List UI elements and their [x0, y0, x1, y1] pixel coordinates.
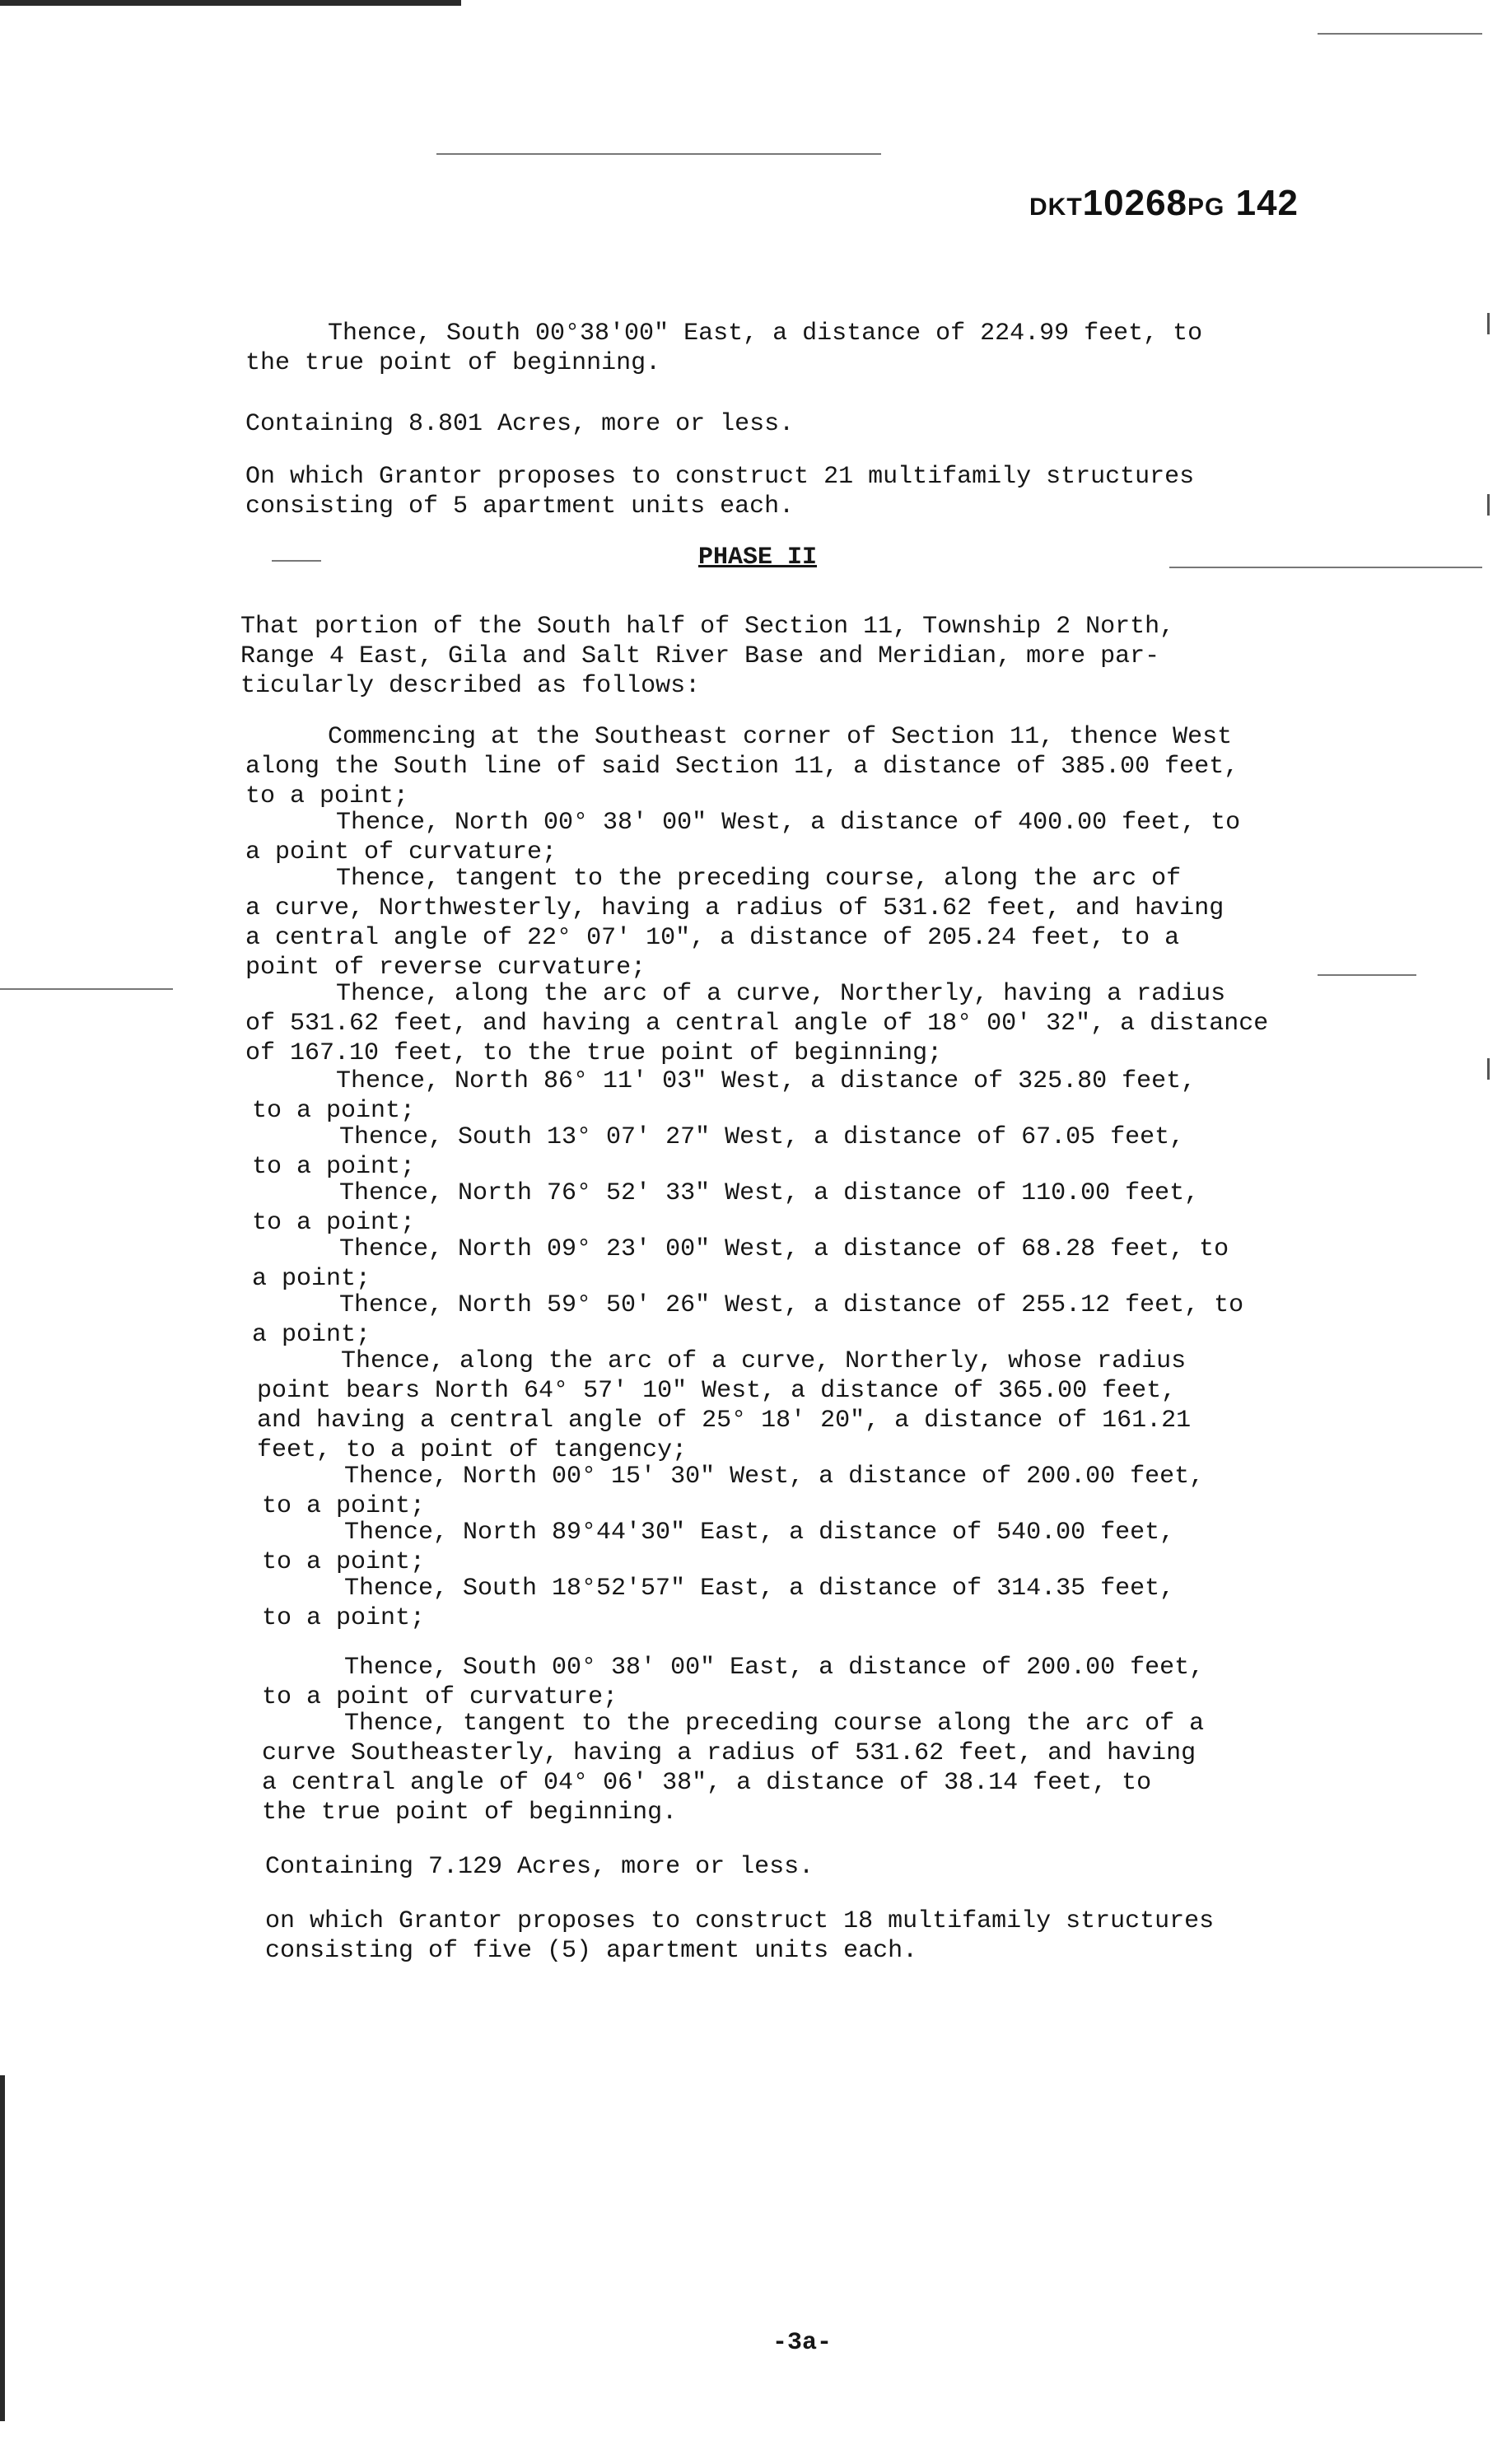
- text-line: On which Grantor proposes to construct 21 multifamily structures: [245, 463, 1195, 491]
- scan-dash: [272, 560, 321, 562]
- text-line: Thence, North 89°44'30" East, a distance of 540.00 feet,: [344, 1519, 1175, 1547]
- text-line: consisting of five (5) apartment units each.: [265, 1937, 918, 1965]
- text-line: Containing 8.801 Acres, more or less.: [245, 410, 795, 438]
- text-line: Thence, North 59° 50' 26" West, a distance of 255.12 feet, to: [339, 1291, 1244, 1319]
- docket-prefix: DKT: [1029, 194, 1083, 221]
- text-line: point bears North 64° 57' 10" West, a distance of 365.00 feet,: [257, 1377, 1177, 1405]
- text-line: Thence, North 00° 38' 00" West, a distance of 400.00 feet, to: [336, 809, 1241, 837]
- text-line: to a point;: [252, 1097, 416, 1125]
- text-line: Thence, South 00° 38' 00" East, a distance of 200.00 feet,: [344, 1654, 1205, 1682]
- scan-left-edge-mark: [0, 2075, 5, 2421]
- scan-tick: [1487, 494, 1490, 516]
- text-line: Thence, tangent to the preceding course, along the arc of: [336, 865, 1182, 893]
- docket-page-reference: [1029, 183, 1299, 224]
- text-line: consisting of 5 apartment units each.: [245, 492, 795, 520]
- text-line: and having a central angle of 25° 18' 20", a distance of 161.21: [257, 1407, 1192, 1435]
- text-line: the true point of beginning.: [245, 349, 661, 377]
- text-line: to a point;: [245, 782, 409, 810]
- text-line: That portion of the South half of Section 11, Township 2 North,: [240, 613, 1175, 641]
- text-line: a point of curvature;: [245, 838, 557, 866]
- text-line: Containing 7.129 Acres, more or less.: [265, 1853, 814, 1881]
- text-line: the true point of beginning.: [262, 1799, 678, 1827]
- scan-dash: [0, 988, 173, 990]
- text-line: of 531.62 feet, and having a central angle of 18° 00' 32", a distance: [245, 1010, 1269, 1038]
- text-line: a point;: [252, 1321, 371, 1349]
- text-line: Thence, South 00°38'00" East, a distance of 224.99 feet, to: [328, 320, 1203, 348]
- text-line: point of reverse curvature;: [245, 954, 646, 982]
- text-line: Commencing at the Southeast corner of Section 11, thence West: [328, 723, 1233, 751]
- text-line: Thence, South 18°52'57" East, a distance of 314.35 feet,: [344, 1575, 1175, 1603]
- phase-heading: PHASE II: [698, 544, 818, 572]
- docket-page: 142: [1235, 183, 1299, 223]
- text-line: Thence, North 86° 11' 03" West, a distance of 325.80 feet,: [336, 1067, 1196, 1095]
- text-line: on which Grantor proposes to construct 18 multifamily structures: [265, 1907, 1215, 1935]
- text-line: a point;: [252, 1265, 371, 1293]
- scan-top-border: [0, 0, 461, 6]
- text-line: curve Southeasterly, having a radius of 531.62 feet, and having: [262, 1739, 1196, 1767]
- text-line: a central angle of 22° 07' 10", a distance of 205.24 feet, to a: [245, 924, 1180, 952]
- text-line: of 167.10 feet, to the true point of beginning;: [245, 1039, 943, 1067]
- text-line: Thence, South 13° 07' 27" West, a distance of 67.05 feet,: [339, 1123, 1185, 1151]
- text-line: along the South line of said Section 11, a distance of 385.00 feet,: [245, 753, 1239, 781]
- text-line: to a point;: [252, 1209, 416, 1237]
- text-line: to a point;: [262, 1492, 426, 1520]
- text-line: to a point;: [262, 1604, 426, 1632]
- text-line: Thence, North 76° 52' 33" West, a distance of 110.00 feet,: [339, 1179, 1200, 1207]
- text-line: to a point;: [262, 1548, 426, 1576]
- text-line: feet, to a point of tangency;: [257, 1436, 688, 1464]
- page-label: PG: [1187, 194, 1225, 221]
- text-line: a curve, Northwesterly, having a radius of 531.62 feet, and having: [245, 894, 1224, 922]
- docket-number: 10268: [1082, 183, 1188, 223]
- text-line: to a point;: [252, 1153, 416, 1181]
- text-line: Range 4 East, Gila and Salt River Base and Meridian, more par-: [240, 642, 1160, 670]
- scan-dash: [1318, 33, 1482, 35]
- scan-tick: [1487, 1058, 1490, 1080]
- scan-dash: [1318, 974, 1416, 976]
- text-line: ticularly described as follows:: [240, 672, 701, 700]
- text-line: Thence, tangent to the preceding course along the arc of a: [344, 1710, 1205, 1738]
- scan-dash: [436, 153, 881, 155]
- scan-tick: [1487, 313, 1490, 334]
- page-number: -3a-: [772, 2329, 833, 2357]
- scan-dash: [1169, 567, 1482, 568]
- text-line: Thence, along the arc of a curve, Northerly, having a radius: [336, 980, 1226, 1008]
- text-line: Thence, along the arc of a curve, Northerly, whose radius: [341, 1347, 1187, 1375]
- text-line: a central angle of 04° 06' 38", a distance of 38.14 feet, to: [262, 1769, 1152, 1797]
- text-line: Thence, North 00° 15' 30" West, a distance of 200.00 feet,: [344, 1463, 1205, 1491]
- text-line: to a point of curvature;: [262, 1683, 618, 1711]
- text-line: Thence, North 09° 23' 00" West, a distance of 68.28 feet, to: [339, 1235, 1229, 1263]
